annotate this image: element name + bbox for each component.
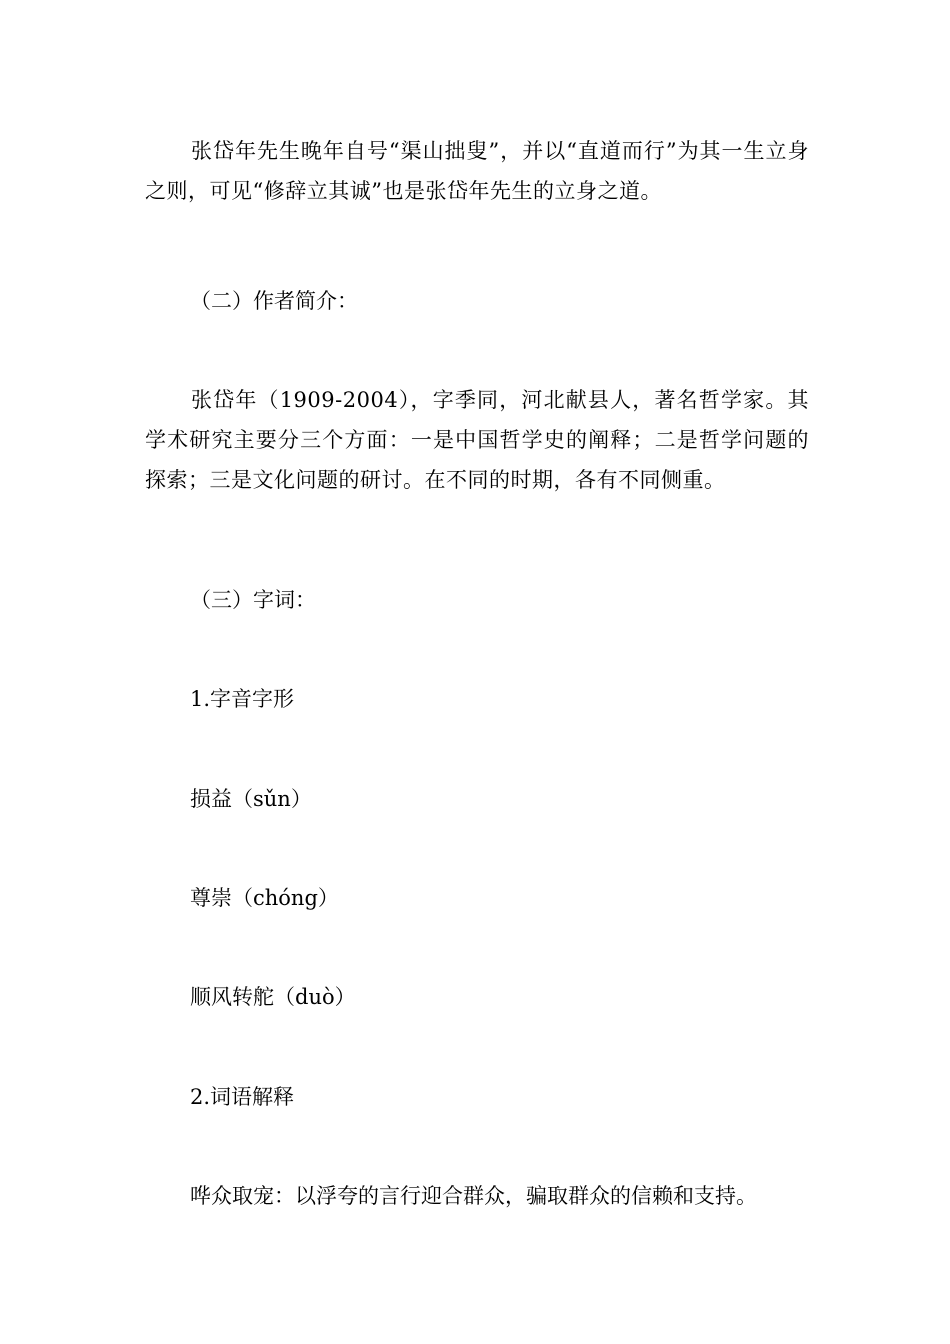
author-paragraph: 张岱年（1909-2004），字季同，河北献县人，著名哲学家。其学术研究主要分三个方面：一是中国哲学史的阐释；二是哲学问题的探索；三是文化问题的研讨。在不同的时期，各有不同侧重。 bbox=[145, 388, 809, 492]
pronunciation-item: 顺风转舵（duò） bbox=[190, 985, 356, 1009]
explanation-item: 哗众取宠：以浮夸的言行迎合群众，骗取群众的信赖和支持。 bbox=[190, 1184, 757, 1208]
sub-pronunciation-heading: 1.字音字形 bbox=[190, 687, 295, 711]
intro-paragraph: 张岱年先生晚年自号“渠山拙叟”，并以“直道而行”为其一生立身之则，可见“修辞立其诚”也是张岱年先生的立身之道。 bbox=[145, 139, 809, 203]
pronunciation-item: 损益（sǔn） bbox=[190, 787, 312, 811]
section-words-heading: （三）字词： bbox=[190, 588, 316, 612]
section-author-heading: （二）作者简介： bbox=[190, 289, 358, 313]
sub-explanation-heading: 2.词语解释 bbox=[190, 1085, 295, 1109]
pronunciation-item: 尊崇（chóng） bbox=[190, 886, 339, 910]
